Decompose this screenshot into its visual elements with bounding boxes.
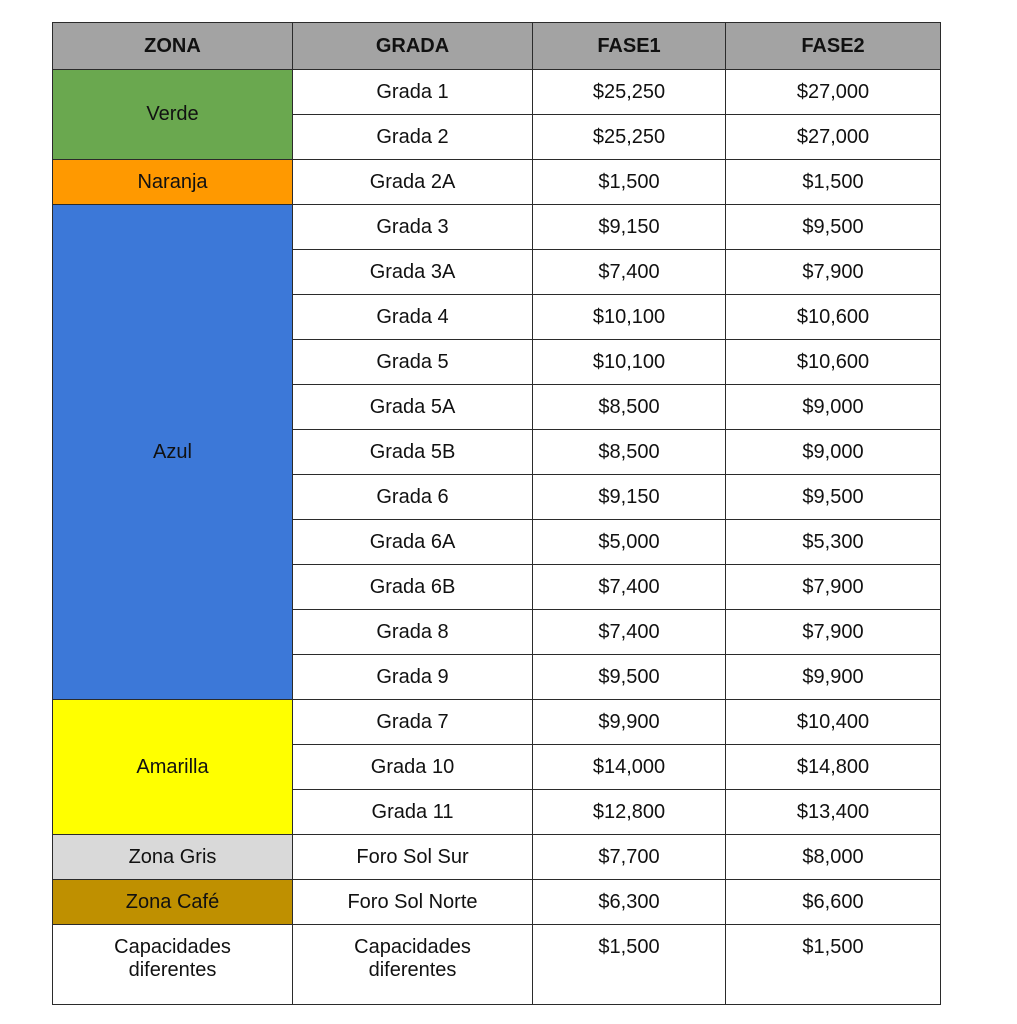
grada-cell: Grada 9 bbox=[293, 655, 533, 700]
table-body bbox=[53, 70, 941, 1005]
fase1-cell: $10,100 bbox=[533, 340, 726, 385]
fase1-cell: $25,250 bbox=[533, 115, 726, 160]
grada-cell: Grada 3A bbox=[293, 250, 533, 295]
grada-cell: Foro Sol Sur bbox=[293, 835, 533, 880]
grada-cell: Grada 1 bbox=[293, 70, 533, 115]
grada-cell: Grada 4 bbox=[293, 295, 533, 340]
fase1-cell: $1,500 bbox=[533, 160, 726, 205]
fase2-cell: $27,000 bbox=[726, 70, 941, 115]
zone-cell: Capacidades diferentes bbox=[53, 925, 293, 1005]
fase2-cell: $9,500 bbox=[726, 205, 941, 250]
fase1-cell: $9,500 bbox=[533, 655, 726, 700]
header-fase2: FASE2 bbox=[726, 23, 941, 70]
fase2-cell: $9,900 bbox=[726, 655, 941, 700]
grada-cell: Grada 6 bbox=[293, 475, 533, 520]
fase1-cell: $9,150 bbox=[533, 205, 726, 250]
header-row bbox=[53, 23, 941, 70]
fase2-cell: $10,400 bbox=[726, 700, 941, 745]
zone-cell: Amarilla bbox=[53, 700, 293, 835]
fase2-cell: $7,900 bbox=[726, 250, 941, 295]
grada-cell: Grada 6B bbox=[293, 565, 533, 610]
grada-cell: Grada 11 bbox=[293, 790, 533, 835]
fase1-cell: $8,500 bbox=[533, 385, 726, 430]
grada-cell: Grada 2 bbox=[293, 115, 533, 160]
grada-cell: Grada 5B bbox=[293, 430, 533, 475]
fase1-cell: $8,500 bbox=[533, 430, 726, 475]
fase2-cell: $14,800 bbox=[726, 745, 941, 790]
fase1-cell: $7,700 bbox=[533, 835, 726, 880]
grada-cell: Grada 3 bbox=[293, 205, 533, 250]
grada-cell: Grada 7 bbox=[293, 700, 533, 745]
fase2-cell: $7,900 bbox=[726, 565, 941, 610]
grada-cell: Grada 10 bbox=[293, 745, 533, 790]
fase1-cell: $9,900 bbox=[533, 700, 726, 745]
fase1-cell: $7,400 bbox=[533, 610, 726, 655]
grada-cell: Grada 5 bbox=[293, 340, 533, 385]
zone-cell: Verde bbox=[53, 70, 293, 160]
grada-cell: Foro Sol Norte bbox=[293, 880, 533, 925]
fase2-cell: $1,500 bbox=[726, 925, 941, 1005]
fase1-cell: $6,300 bbox=[533, 880, 726, 925]
price-table bbox=[52, 22, 941, 1005]
grada-cell: Grada 8 bbox=[293, 610, 533, 655]
table-row bbox=[53, 700, 941, 745]
fase2-cell: $10,600 bbox=[726, 295, 941, 340]
table-row bbox=[53, 205, 941, 250]
grada-cell: Grada 2A bbox=[293, 160, 533, 205]
fase1-cell: $9,150 bbox=[533, 475, 726, 520]
fase1-cell: $12,800 bbox=[533, 790, 726, 835]
grada-cell: Capacidades diferentes bbox=[293, 925, 533, 1005]
fase2-cell: $10,600 bbox=[726, 340, 941, 385]
header-grada: GRADA bbox=[293, 23, 533, 70]
zone-cell: Naranja bbox=[53, 160, 293, 205]
table-row bbox=[53, 70, 941, 115]
fase2-cell: $6,600 bbox=[726, 880, 941, 925]
table-row bbox=[53, 835, 941, 880]
fase2-cell: $27,000 bbox=[726, 115, 941, 160]
fase2-cell: $1,500 bbox=[726, 160, 941, 205]
fase2-cell: $9,500 bbox=[726, 475, 941, 520]
fase1-cell: $5,000 bbox=[533, 520, 726, 565]
fase1-cell: $14,000 bbox=[533, 745, 726, 790]
fase2-cell: $8,000 bbox=[726, 835, 941, 880]
zone-cell: Zona Gris bbox=[53, 835, 293, 880]
fase2-cell: $13,400 bbox=[726, 790, 941, 835]
fase1-cell: $10,100 bbox=[533, 295, 726, 340]
table-header bbox=[53, 23, 941, 70]
fase2-cell: $7,900 bbox=[726, 610, 941, 655]
zone-cell: Zona Café bbox=[53, 880, 293, 925]
grada-cell: Grada 6A bbox=[293, 520, 533, 565]
table-row bbox=[53, 925, 941, 1005]
fase1-cell: $7,400 bbox=[533, 565, 726, 610]
fase1-cell: $7,400 bbox=[533, 250, 726, 295]
fase1-cell: $1,500 bbox=[533, 925, 726, 1005]
fase2-cell: $9,000 bbox=[726, 430, 941, 475]
fase1-cell: $25,250 bbox=[533, 70, 726, 115]
grada-cell: Grada 5A bbox=[293, 385, 533, 430]
table-row bbox=[53, 160, 941, 205]
header-fase1: FASE1 bbox=[533, 23, 726, 70]
zone-cell: Azul bbox=[53, 205, 293, 700]
fase2-cell: $5,300 bbox=[726, 520, 941, 565]
header-zona: ZONA bbox=[53, 23, 293, 70]
table-row bbox=[53, 880, 941, 925]
fase2-cell: $9,000 bbox=[726, 385, 941, 430]
